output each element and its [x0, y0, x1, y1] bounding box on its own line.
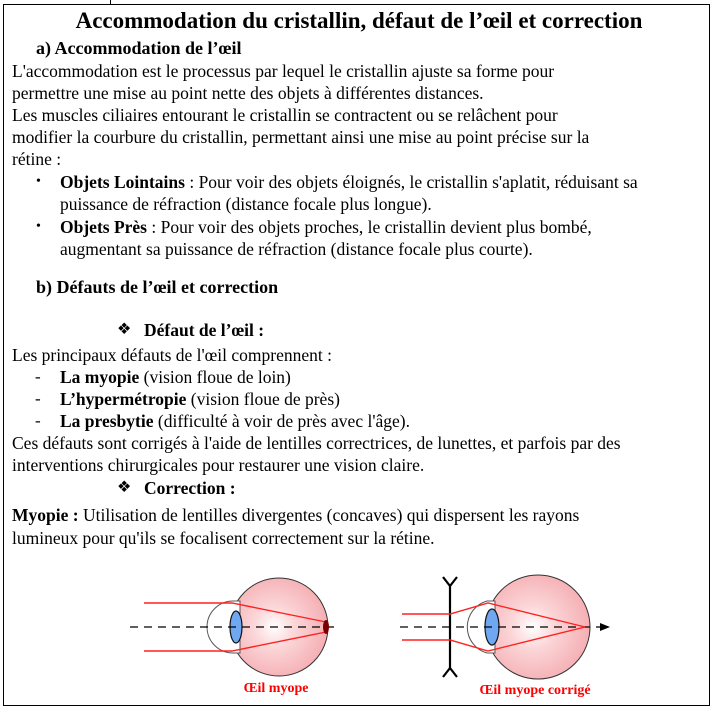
defects-intro: Les principaux défauts de l'œil comprennent :	[12, 345, 332, 365]
bullet-icon: •	[36, 174, 41, 189]
list-item-text-cont: puissance de réfraction (distance focale plus longue).	[60, 194, 432, 214]
defect-item	[60, 366, 291, 388]
page-title: Accommodation du cristallin, défaut de l’œil et correction	[75, 8, 643, 33]
paragraph-line: modifier la courbure du cristallin, permettant ainsi une mise au point précise sur la	[12, 127, 590, 147]
defaut-heading: Défaut de l’œil :	[144, 320, 265, 340]
defect-desc: (vision floue de près)	[186, 389, 340, 409]
defect-desc: (difficulté à voir de près avec l'âge).	[153, 411, 410, 431]
list-item-near-objects	[60, 216, 592, 238]
myopie-text: Utilisation de lentilles divergentes (concaves) qui dispersent les rayons	[78, 505, 580, 525]
diamond-bullet-icon: ❖	[117, 321, 132, 338]
defect-desc: (vision floue de loin)	[139, 367, 291, 387]
paragraph-line: lumineux pour qu'ils se focalisent correctement sur la rétine.	[12, 528, 435, 548]
paragraph-line: interventions chirurgicales pour restaurer une vision claire.	[12, 455, 425, 475]
bullet-icon: •	[36, 219, 41, 234]
corrected-eye	[400, 575, 610, 679]
caption-myopic-eye: Œil myope	[243, 681, 309, 696]
paragraph-line: L'accommodation est le processus par lequel le cristallin ajuste sa forme pour	[12, 61, 555, 81]
list-item-term: Objets Lointains	[60, 172, 185, 192]
frame-tick	[110, 0, 111, 5]
list-item-text: : Pour voir des objets éloignés, le cristallin s'aplatit, réduisant sa	[184, 172, 638, 192]
paragraph-line: Les muscles ciliaires entourant le cristallin se contractent ou se relâchent pour	[12, 105, 558, 125]
defect-term: La myopie	[60, 367, 140, 387]
paragraph-line: permettre une mise au point nette des objets à différentes distances.	[12, 83, 484, 103]
retina-spot	[323, 620, 329, 634]
paragraph-line: Ces défauts sont corrigés à l'aide de lentilles correctrices, de lunettes, et parfois par des	[12, 433, 621, 453]
list-item-text: : Pour voir des objets proches, le cristallin devient plus bombé,	[147, 217, 592, 237]
myopic-eye	[130, 578, 340, 676]
section-b-heading: b) Défauts de l’œil et correction	[36, 277, 279, 297]
myopie-term: Myopie :	[12, 505, 79, 525]
diamond-bullet-icon: ❖	[117, 479, 132, 496]
correction-heading: Correction :	[144, 478, 236, 498]
myopie-correction	[12, 504, 579, 526]
axis-arrow-icon	[600, 623, 610, 631]
defect-item	[60, 388, 340, 410]
dash-bullet-icon: -	[35, 389, 41, 408]
defect-item	[60, 410, 410, 432]
caption-corrected-eye: Œil myope corrigé	[479, 683, 591, 698]
paragraph-line: rétine :	[12, 149, 62, 169]
list-item-far-objects	[60, 171, 638, 193]
dash-bullet-icon: -	[35, 367, 41, 386]
section-a-heading: a) Accommodation de l’œil	[36, 38, 242, 58]
defect-term: La presbytie	[60, 411, 154, 431]
list-item-text-cont: augmentant sa puissance de réfraction (distance focale plus courte).	[60, 239, 533, 259]
defect-term: L’hypermétropie	[60, 389, 187, 409]
myopia-diagram	[0, 560, 718, 680]
list-item-term: Objets Près	[60, 217, 147, 237]
dash-bullet-icon: -	[35, 411, 41, 430]
